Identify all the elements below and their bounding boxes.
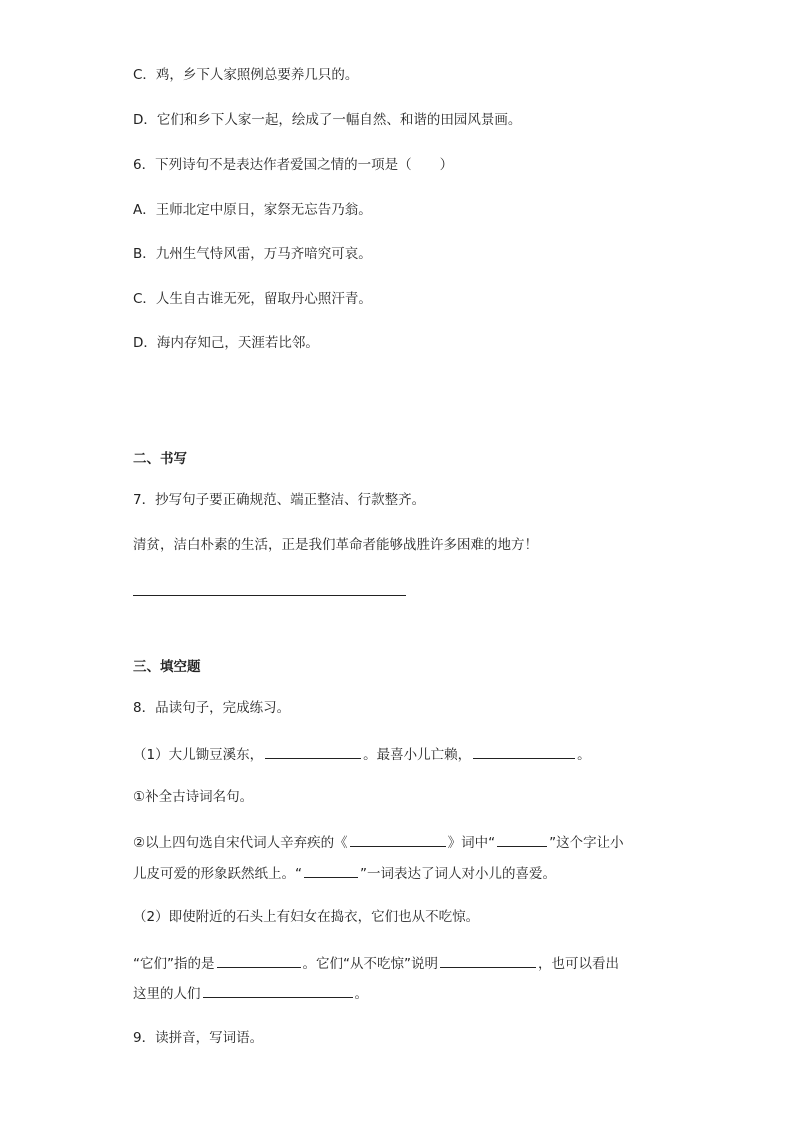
q8-2-text-a: “它们”指的是 bbox=[133, 956, 215, 972]
copy-answer-line[interactable] bbox=[133, 595, 406, 596]
q8-1-text-c: 。 bbox=[577, 747, 591, 763]
option-5c: C．鸡，乡下人家照例总要养几只的。 bbox=[133, 67, 359, 83]
question-7-sentence: 清贫，洁白朴素的生活，正是我们革命者能够战胜许多困难的地方！ bbox=[133, 537, 538, 553]
fill-blank[interactable] bbox=[217, 953, 301, 968]
question-8-1-b-line1 bbox=[133, 832, 624, 852]
fill-blank[interactable] bbox=[203, 983, 353, 998]
fill-blank[interactable] bbox=[473, 744, 575, 759]
option-5d: D．它们和乡下人家一起，绘成了一幅自然、和谐的田园风景画。 bbox=[133, 112, 522, 128]
option-6d: D．海内存知己，天涯若比邻。 bbox=[133, 335, 319, 351]
q8-1-text-b: 。最喜小儿亡赖， bbox=[363, 747, 472, 763]
q8-2-text-c: ，也可以看出 bbox=[538, 956, 619, 972]
q8-1b-text-c: ”这个字让小 bbox=[549, 835, 624, 851]
fill-blank[interactable] bbox=[304, 863, 358, 878]
question-7-stem: 7．抄写句子要正确规范、端正整洁、行款整齐。 bbox=[133, 492, 426, 508]
q8-1b-text-e: ”一词表达了词人对小儿的喜爱。 bbox=[360, 866, 556, 882]
option-6b: B．九州生气恃风雷，万马齐喑究可哀。 bbox=[133, 246, 372, 262]
fill-blank[interactable] bbox=[497, 832, 547, 847]
q8-2-text-d: 这里的人们 bbox=[133, 986, 201, 1002]
q8-2-text-b: 。它们“从不吃惊”说明 bbox=[302, 956, 438, 972]
question-9-stem: 9．读拼音，写词语。 bbox=[133, 1030, 264, 1046]
question-8-2: （2）即使附近的石头上有妇女在捣衣，它们也从不吃惊。 bbox=[133, 909, 480, 925]
q8-1b-text-b: 》词中“ bbox=[447, 835, 496, 851]
q8-1b-text-d: 儿皮可爱的形象跃然纸上。“ bbox=[133, 866, 302, 882]
question-8-1-b-line2 bbox=[133, 863, 556, 883]
question-8-2-line1 bbox=[133, 953, 619, 973]
question-6-stem-close: ） bbox=[439, 157, 454, 173]
question-6-stem bbox=[133, 156, 453, 174]
question-8-1 bbox=[133, 744, 591, 764]
fill-blank[interactable] bbox=[265, 744, 361, 759]
q8-2-text-e: 。 bbox=[354, 986, 368, 1002]
fill-blank[interactable] bbox=[350, 832, 446, 847]
question-8-2-line2 bbox=[133, 983, 368, 1003]
question-8-stem: 8．品读句子，完成练习。 bbox=[133, 700, 291, 716]
question-6-stem-text: 6．下列诗句不是表达作者爱国之情的一项是（ bbox=[133, 157, 412, 173]
option-6c: C．人生自古谁无死，留取丹心照汗青。 bbox=[133, 291, 372, 307]
section-2-heading: 二、书写 bbox=[133, 451, 187, 467]
question-8-1-a: ①补全古诗词名句。 bbox=[133, 789, 254, 805]
option-6a: A．王师北定中原日，家祭无忘告乃翁。 bbox=[133, 202, 372, 218]
fill-blank[interactable] bbox=[440, 953, 536, 968]
q8-1-text-a: （1）大儿锄豆溪东， bbox=[133, 747, 264, 763]
q8-1b-text-a: ②以上四句选自宋代词人辛弃疾的《 bbox=[133, 835, 348, 851]
section-3-heading: 三、填空题 bbox=[133, 659, 201, 675]
